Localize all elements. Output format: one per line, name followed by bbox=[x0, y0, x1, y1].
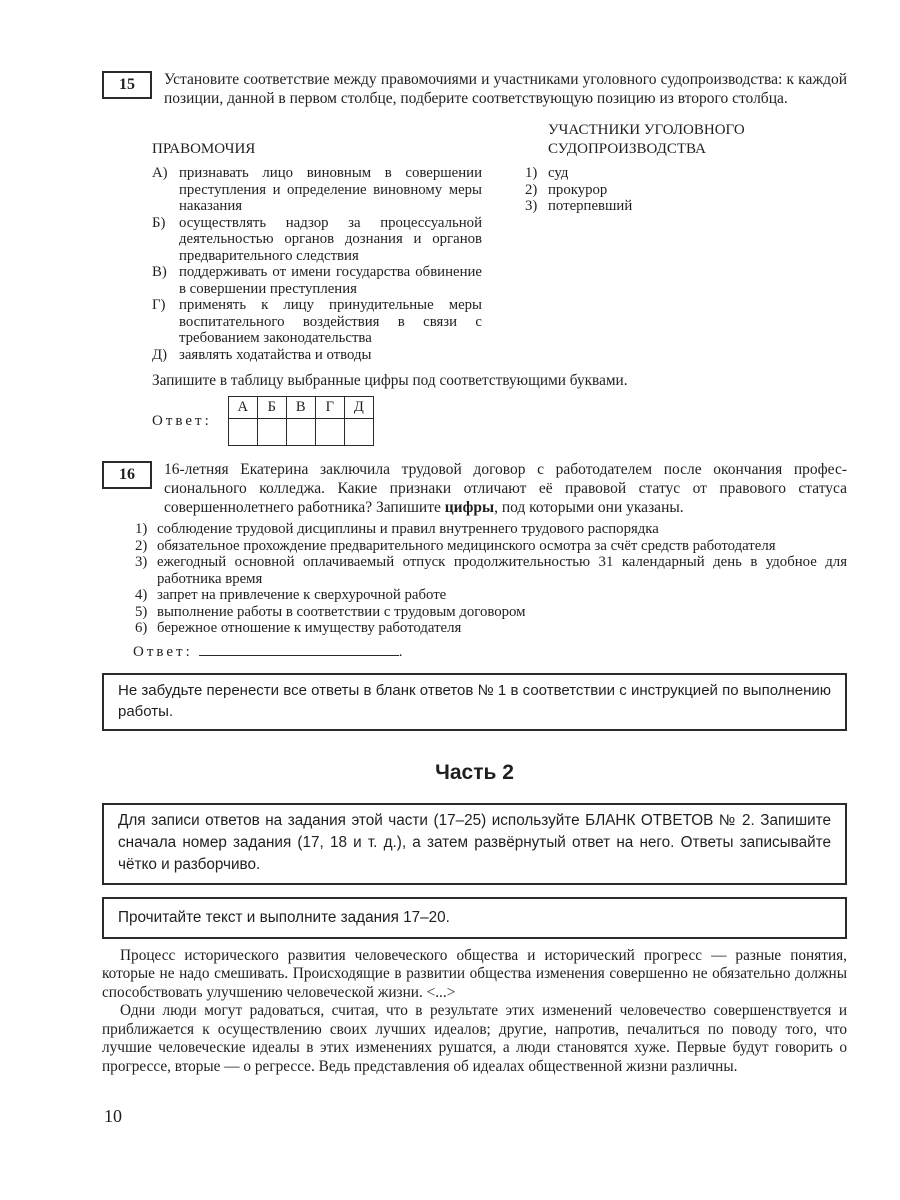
answer-blank-line bbox=[199, 642, 399, 656]
transfer-note-text: Не забудьте перенести все ответы в бланк ответов № 1 в соответствии с инструкцией по выполнению работы. bbox=[118, 681, 831, 720]
table-header-cell: Б bbox=[257, 397, 286, 419]
answer-cell bbox=[344, 419, 373, 446]
answer-cell bbox=[257, 419, 286, 446]
q16-bold-word: цифры bbox=[444, 499, 495, 516]
participant-number: 1) bbox=[525, 165, 538, 181]
option-letter: Д) bbox=[152, 346, 168, 363]
answer-table-empty-row bbox=[228, 419, 373, 446]
answer-table-header-row bbox=[228, 397, 373, 419]
read-text-instruction: Прочитайте текст и выполните задания 17–20. bbox=[118, 908, 450, 926]
answer-cell bbox=[315, 419, 344, 446]
participant-text: потерпевший bbox=[548, 198, 633, 214]
q16-answer-row bbox=[133, 642, 847, 661]
q16-text-part2: , под которыми они указаны. bbox=[494, 499, 684, 516]
option-text: поддерживать от имени государства обвинение в совершении преступления bbox=[179, 264, 482, 297]
option-text: заявлять ходатайства и отводы bbox=[179, 346, 372, 363]
q15-participants-list bbox=[525, 165, 847, 215]
item-row-6 bbox=[135, 620, 847, 637]
question-15-number-box bbox=[102, 71, 152, 99]
item-text: выполнение работы в соответствии с трудовым договором bbox=[157, 603, 526, 620]
q15-right-column-heading: УЧАСТНИКИ УГОЛОВНОГО СУДОПРОИЗВОДСТВА bbox=[548, 122, 745, 157]
option-row-b bbox=[152, 215, 482, 265]
item-number: 3) bbox=[135, 554, 148, 570]
option-row-v bbox=[152, 264, 482, 297]
table-header-cell: В bbox=[286, 397, 315, 419]
q15-answer-row bbox=[152, 396, 847, 446]
question-16-number-box bbox=[102, 461, 152, 489]
item-text: бережное отношение к имуществу работодателя bbox=[157, 620, 462, 636]
participant-row-3 bbox=[525, 198, 847, 215]
option-letter: Б) bbox=[152, 214, 166, 231]
item-number: 6) bbox=[135, 620, 148, 636]
q16-text-part1: 16-летняя Екатерина заключила трудовой договор с работодателем после окончания профессионального колледжа. Какие признаки отличают её правовой статус от правового статуса совершеннолетнего работника? Запишите bbox=[164, 461, 847, 516]
option-letter: А) bbox=[152, 165, 168, 181]
q15-write-instruction: Запишите в таблицу выбранные цифры под соответствующими буквами. bbox=[152, 372, 628, 389]
participant-number: 2) bbox=[525, 181, 538, 198]
transfer-note-box bbox=[102, 673, 847, 731]
option-row-d bbox=[152, 347, 482, 364]
item-row-3 bbox=[135, 554, 847, 587]
q15-options-list bbox=[152, 165, 482, 363]
question-16 bbox=[102, 460, 847, 661]
read-text-box bbox=[102, 897, 847, 939]
question-15 bbox=[102, 70, 847, 446]
item-row-2 bbox=[135, 538, 847, 555]
q15-matching-columns bbox=[152, 121, 847, 363]
question-16-number: 16 bbox=[119, 466, 135, 483]
item-text: обязательное прохождение предварительного медицинского осмотра за счёт средств работодателя bbox=[157, 537, 776, 554]
table-header-cell: Г bbox=[315, 397, 344, 419]
item-row-1 bbox=[135, 521, 847, 538]
item-row-5 bbox=[135, 604, 847, 621]
option-letter: В) bbox=[152, 264, 167, 280]
answer-cell bbox=[286, 419, 315, 446]
option-row-g bbox=[152, 297, 482, 347]
question-16-text bbox=[164, 460, 847, 517]
q15-right-column bbox=[525, 121, 847, 363]
part2-instruction-text: Для записи ответов на задания этой части (17–25) используйте БЛАНК ОТВЕТОВ № 2. Запишите сначала номер задания (17, 18 и т. д.), а затем развёрнутый ответ на него. Ответы записывайте чётко и разборчиво. bbox=[118, 811, 831, 873]
q15-answer-label: Ответ: bbox=[152, 412, 212, 429]
q15-answer-table bbox=[228, 396, 374, 446]
q16-answer-label: Ответ: bbox=[133, 643, 193, 660]
option-text: применять к лицу принудительные меры воспитательного воздействия в связи с требованием законодательства bbox=[179, 297, 482, 346]
item-number: 2) bbox=[135, 537, 148, 554]
q15-left-column bbox=[152, 121, 482, 363]
item-text: запрет на привлечение к сверхурочной работе bbox=[157, 587, 447, 603]
option-text: осуществлять надзор за процессуальной деятельностью органов дознания и органов предварительного следствия bbox=[179, 214, 482, 264]
q16-items-list bbox=[135, 521, 847, 637]
participant-row-2 bbox=[525, 182, 847, 199]
option-letter: Г) bbox=[152, 297, 166, 313]
participant-row-1 bbox=[525, 165, 847, 182]
reading-passage bbox=[102, 947, 847, 1077]
item-text: ежегодный основной оплачиваемый отпуск продолжительностью 31 календарный день в удобное для работника время bbox=[157, 554, 847, 587]
item-number: 1) bbox=[135, 521, 148, 537]
question-15-text: Установите соответствие между правомочиями и участниками уголовного судопроизводства: к каждой позиции, данной в первом столбце, подберите соответствующую позицию из второго столбца. bbox=[164, 71, 847, 107]
participant-text: суд bbox=[548, 165, 569, 181]
table-header-cell: Д bbox=[344, 397, 373, 419]
page-number: 10 bbox=[104, 1106, 122, 1126]
item-row-4 bbox=[135, 587, 847, 604]
part-2-heading: Часть 2 bbox=[435, 760, 514, 784]
table-header-cell: А bbox=[228, 397, 257, 419]
item-text: соблюдение трудовой дисциплины и правил внутреннего трудового распорядка bbox=[157, 521, 659, 537]
participant-number: 3) bbox=[525, 198, 538, 214]
q15-left-column-heading: ПРАВОМОЧИЯ bbox=[152, 141, 256, 157]
option-row-a bbox=[152, 165, 482, 215]
option-text: признавать лицо виновным в совершении преступления и определение виновному меры наказания bbox=[179, 165, 482, 214]
passage-paragraph-1: Процесс исторического развития человеческого общества и исторический прогресс — разные понятия, которые не надо смешивать. Происходящие в развитии общества изменения совершенно не обязательно должны способствовать улучшению человеческой жизни. <...> bbox=[102, 946, 847, 1001]
passage-paragraph-2: Одни люди могут радоваться, считая, что в результате этих изменений человечество совершенствуется и приближается к осуществлению своих лучших идеалов; другие, напротив, печалиться по поводу того, что лучшие человеческие идеалы в этих изменениях рушатся, а люди становятся хуже. Первые будут говорить о прогрессе, вторые — о регрессе. Ведь представления об идеалах общественной жизни различны. bbox=[102, 1002, 847, 1075]
item-number: 5) bbox=[135, 603, 148, 620]
item-number: 4) bbox=[135, 587, 148, 603]
part2-instruction-box bbox=[102, 803, 847, 885]
participant-text: прокурор bbox=[548, 181, 608, 198]
answer-line-period: . bbox=[398, 643, 403, 660]
question-15-number: 15 bbox=[119, 76, 135, 93]
answer-cell bbox=[228, 419, 257, 446]
